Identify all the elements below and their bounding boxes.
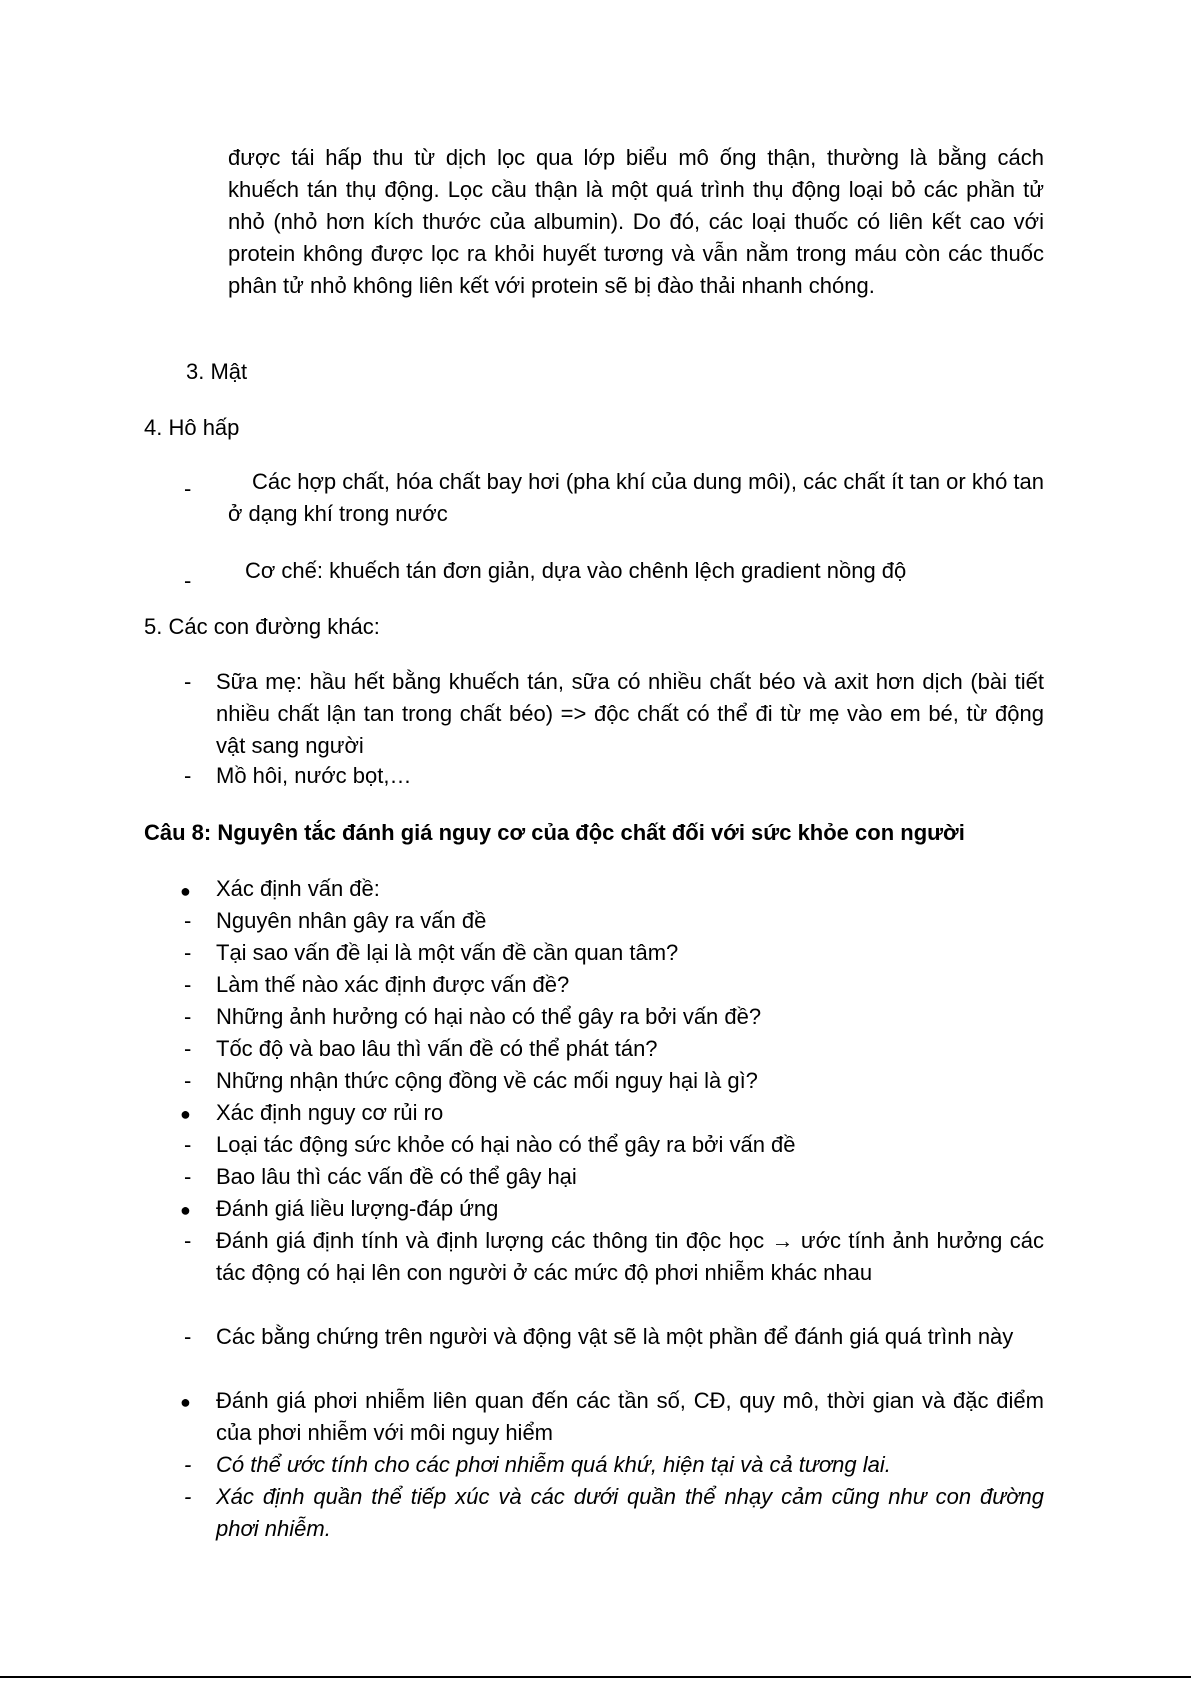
dash-bullet: - — [184, 972, 192, 997]
list-item: Đánh giá định tính và định lượng các thông tin độc học → ước tính ảnh hưởng các tác động có hại lên con người ở các mức độ phơi nhiễm khác nhau — [216, 1228, 1044, 1285]
dash-bullet: - — [184, 1036, 192, 1061]
dash-bullet: - — [184, 476, 192, 501]
khac-bullet-1: Sữa mẹ: hầu hết bằng khuếch tán, sữa có nhiều chất béo và axit hơn dịch (bài tiết nhiều chất lận tan trong chất béo) => độc chất có thể đi từ mẹ vào em bé, từ động vật sang người — [216, 669, 1044, 758]
list-item: Những nhận thức cộng đồng về các mối nguy hại là gì? — [216, 1068, 758, 1093]
cau-8-heading: Câu 8: Nguyên tắc đánh giá nguy cơ của độc chất đối với sức khỏe con người — [144, 820, 965, 845]
section-3-title: 3. Mật — [186, 359, 248, 384]
dash-bullet: - — [184, 568, 192, 593]
ho-hap-bullet-2: Cơ chế: khuếch tán đơn giản, dựa vào chênh lệch gradient nồng độ — [245, 558, 907, 583]
step-identify-problem: Xác định vấn đề: — [216, 876, 380, 901]
dot-bullet: ● — [180, 1392, 191, 1412]
section-4-title: 4. Hô hấp — [144, 415, 240, 440]
dash-bullet: - — [184, 940, 192, 965]
list-item: Những ảnh hưởng có hại nào có thể gây ra bởi vấn đề? — [216, 1004, 762, 1029]
step-identify-risk: Xác định nguy cơ rủi ro — [216, 1100, 444, 1125]
intro-paragraph: được tái hấp thu từ dịch lọc qua lớp biểu mô ống thận, thường là bằng cách khuếch tán thụ động. Lọc cầu thận là một quá trình thụ động loại bỏ các phần tử nhỏ (nhỏ hơn kích thước của albumin). Do đó, các loại thuốc có liên kết cao với protein không được lọc ra khỏi huyết tương và vẫn nằm trong máu còn các thuốc phân tử nhỏ không liên kết với protein sẽ bị đào thải nhanh chóng. — [228, 145, 1044, 298]
list-item: Có thể ước tính cho các phơi nhiễm quá khứ, hiện tại và cả tương lai. — [216, 1452, 891, 1477]
list-item: Nguyên nhân gây ra vấn đề — [216, 908, 487, 933]
dash-bullet: - — [184, 908, 192, 933]
list-item: Loại tác động sức khỏe có hại nào có thể gây ra bởi vấn đề — [216, 1132, 796, 1157]
dash-bullet: - — [184, 1004, 192, 1029]
dash-bullet: - — [184, 1228, 192, 1253]
ho-hap-bullet-1: Các hợp chất, hóa chất bay hơi (pha khí của dung môi), các chất ít tan or khó tan ở dạng khí trong nước — [228, 469, 1044, 526]
dash-bullet: - — [184, 1132, 192, 1157]
dot-bullet: ● — [180, 1104, 191, 1124]
list-item: Các bằng chứng trên người và động vật sẽ là một phần để đánh giá quá trình này — [216, 1324, 1014, 1349]
list-item: Tốc độ và bao lâu thì vấn đề có thể phát tán? — [216, 1036, 658, 1061]
dash-bullet: - — [184, 1164, 192, 1189]
step-dose-response: Đánh giá liều lượng-đáp ứng — [216, 1196, 499, 1221]
page-bottom-rule — [0, 1676, 1191, 1678]
list-item: Bao lâu thì các vấn đề có thể gây hại — [216, 1164, 577, 1189]
dash-bullet: - — [184, 669, 192, 694]
dash-bullet: - — [184, 1452, 192, 1477]
dash-bullet: - — [184, 763, 192, 788]
list-item: Tại sao vấn đề lại là một vấn đề cần quan tâm? — [216, 940, 679, 965]
list-item: Làm thế nào xác định được vấn đề? — [216, 972, 570, 997]
dash-bullet: - — [184, 1324, 192, 1349]
dot-bullet: ● — [180, 1200, 191, 1220]
dot-bullet: ● — [180, 881, 191, 901]
section-5-title: 5. Các con đường khác: — [144, 614, 380, 639]
khac-bullet-2: Mồ hôi, nước bọt,… — [216, 763, 412, 788]
dash-bullet: - — [184, 1484, 192, 1509]
step-exposure-assessment: Đánh giá phơi nhiễm liên quan đến các tần số, CĐ, quy mô, thời gian và đặc điểm của phơi nhiễm với môi nguy hiểm — [216, 1388, 1044, 1445]
list-item: Xác định quần thể tiếp xúc và các dưới quần thể nhạy cảm cũng như con đường phơi nhiễm. — [216, 1484, 1044, 1541]
dash-bullet: - — [184, 1068, 192, 1093]
